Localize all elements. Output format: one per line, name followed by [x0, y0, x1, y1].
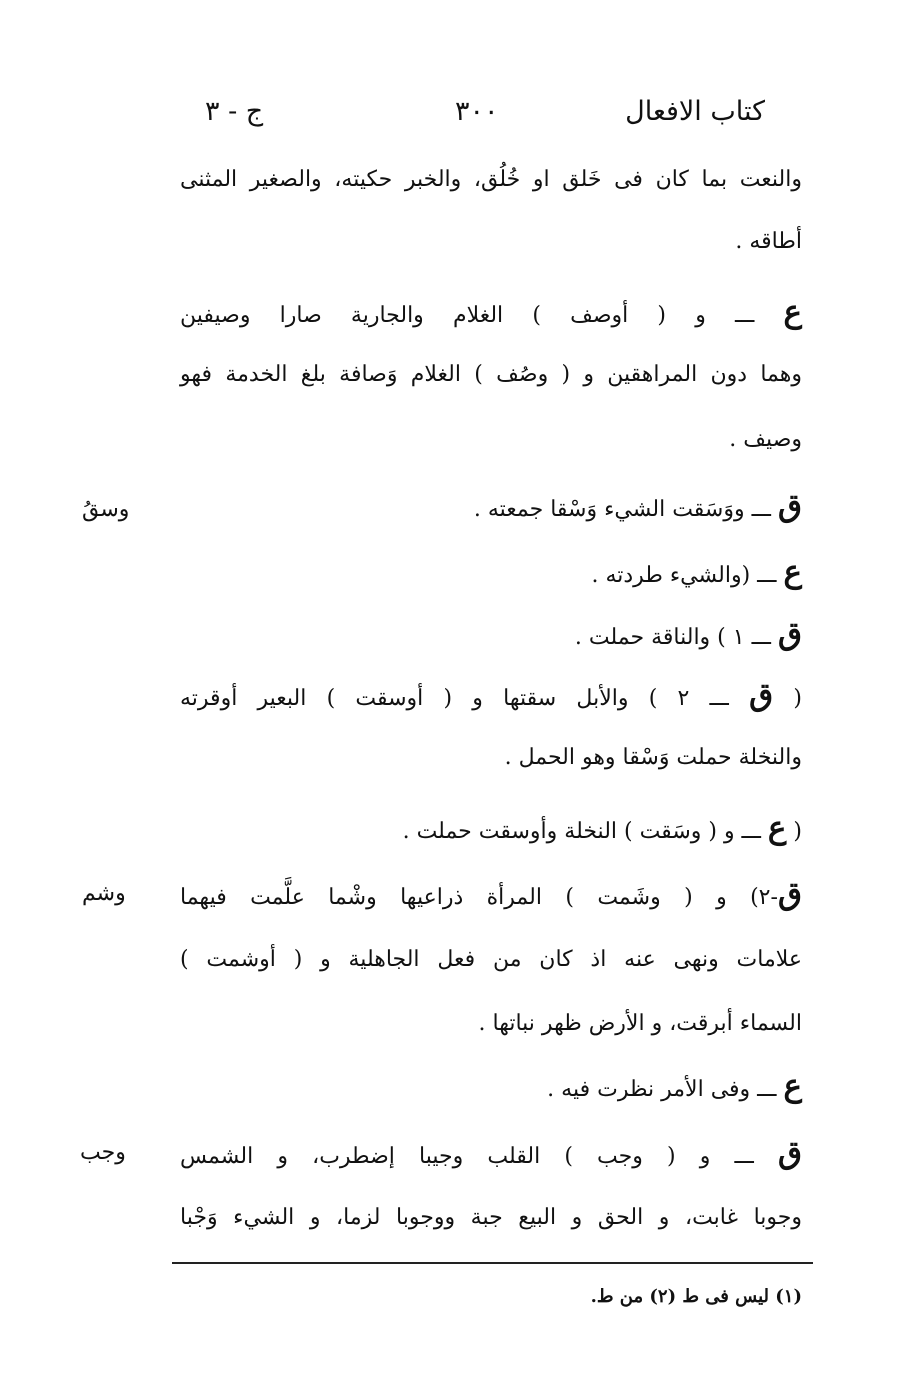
source-marker: ق: [777, 488, 802, 524]
text-line: وهما دون المراهقين و ( وصُف ) الغلام وَصافة بلغ الخدمة فهو: [180, 362, 802, 387]
entry-line: ( ق ـــ ٢ ) والأبل سقتها و ( أوسقت ) البعير أوقرته: [180, 677, 802, 713]
source-marker: ق: [749, 677, 774, 713]
margin-root-word: وسقُ: [82, 497, 130, 522]
entry-line: ع ـــ و ( أوصف ) الغلام والجارية صارا وصيفين: [180, 294, 802, 330]
entry-line: ق ـــ و ( وجب ) القلب وجيبا إضطرب، و الشمس: [180, 1135, 803, 1171]
text-line: أطاقه .: [735, 229, 802, 254]
footnote-divider: [172, 1262, 813, 1264]
text-line: والنعت بما كان فى خَلق او خُلُق، والخبر حكيته، والصغير المثنى: [180, 167, 802, 192]
source-marker: ع: [783, 1068, 802, 1104]
source-marker: ع: [783, 554, 802, 590]
text-line: وصيف .: [729, 427, 802, 452]
margin-root-word: وجب: [80, 1140, 126, 1165]
text-line: والنخلة حملت وَسْقا وهو الحمل .: [504, 745, 802, 770]
text-line: السماء أبرقت، و الأرض ظهر نباتها .: [478, 1011, 802, 1036]
entry-line: ع ـــ وفى الأمر نظرت فيه .: [547, 1068, 802, 1104]
source-marker: ع: [783, 294, 802, 330]
text-line: علامات ونهى عنه اذ كان من فعل الجاهلية و ( أوشمت ): [180, 947, 802, 972]
source-marker: ق: [777, 1135, 803, 1171]
entry-line: ق ـــ ووَسَقت الشيء وَسْقا جمعته .: [473, 488, 802, 524]
margin-root-word: وشم: [82, 881, 126, 906]
source-marker: ق: [777, 616, 802, 652]
entry-line: ق ـــ ١ ) والناقة حملت .: [574, 616, 802, 652]
entry-line: ع ـــ (والشيء طردته .: [591, 554, 802, 590]
source-marker: ع: [767, 810, 787, 846]
book-title: كتاب الافعال: [625, 96, 765, 127]
text-line: وجوبا غابت، و الحق و البيع جبة ووجوبا لزما، و الشيء وَجْبا: [180, 1205, 802, 1230]
volume-number: ج - ٣: [205, 96, 264, 127]
entry-line: ( ع ـــ و ( وسَقت ) النخلة وأوسقت حملت .: [402, 810, 802, 846]
footnote: (١) ليس فى ط (٢) من ط.: [590, 1286, 802, 1307]
source-marker: ق: [777, 876, 802, 912]
entry-line: ق-٢) و ( وشَمت ) المرأة ذراعيها وشْما علَّمت فيهما: [180, 876, 802, 912]
page-number: ٣٠٠: [455, 96, 499, 127]
